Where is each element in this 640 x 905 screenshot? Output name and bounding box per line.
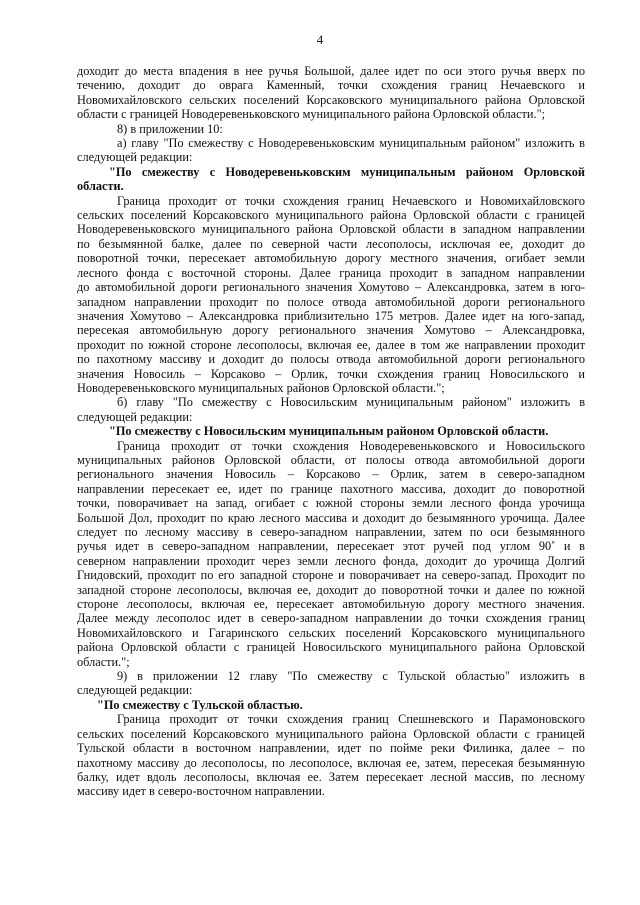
text-line: Новомихайловского и Гагаринского сельских поселений Корсаковского муниципального	[77, 625, 585, 640]
text-line: области.";	[77, 654, 130, 669]
text-line: значения Новосиль – Корсаково – Орлик, точки схождения границ Новосильского и	[77, 366, 585, 381]
text-line: 8) в приложении 10:	[117, 121, 223, 136]
text-line: пересекая автомобильную дорогу регионального значения Хомутово – Александровка,	[77, 323, 585, 338]
page-number: 4	[316, 32, 324, 47]
text-line: течению, доходит до оврага Каменный, точки схождения границ Нечаевского и	[77, 78, 585, 93]
text-line: сельских поселений Корсаковского муниципального района Орловской области с границей	[77, 726, 585, 741]
text-line: регионального значения Новосиль – Корсаково – Орлик, затем в северо-западном	[77, 467, 585, 482]
text-line: проходит по южной стороне лесополосы, включая ее, далее в том же направлении проходит	[77, 337, 585, 352]
text-line: Граница проходит от точки схождения границ Нечаевского и Новомихайловского	[117, 193, 585, 208]
text-line: значения Хомутово – Александровка приблизительно 175 метров. Далее идет на юго-запад,	[77, 308, 585, 323]
text-line: сельских поселений Корсаковского муниципального района Орловской области с границей	[77, 208, 585, 223]
text-line: стороне лесополосы, включая ее, пересекает автомобильную дорогу местного значения.	[77, 597, 585, 612]
section-heading-line: "По смежеству с Новодеревеньковским муниципальным районом Орловской	[109, 164, 585, 179]
text-line: Новодеревеньковского муниципальных районов Орловской области.";	[77, 380, 445, 395]
text-line: до автомобильной дороги регионального значения Хомутово – Александровка, затем в юго-	[77, 280, 585, 295]
text-line: по безымянной балке, далее по северной части лесополосы, исключая ее, доходит до	[77, 236, 585, 251]
text-line: пахотному массиву до лесополосы, по лесополосе, включая ее, затем, пересекая безымянную	[77, 755, 585, 770]
section-heading-line: "По смежеству с Новосильским муниципальным районом Орловской области.	[109, 424, 549, 439]
section-heading-line: области.	[77, 179, 124, 194]
text-line: а) главу "По смежеству с Новодеревеньковским муниципальным районом" изложить в	[117, 136, 585, 151]
text-line: Тульской области в восточном направлении, идет по пойме реки Филинка, далее – по	[77, 741, 585, 756]
text-line: по пахотному массиву и доходит до полосы отвода автомобильной дороги регионального	[77, 352, 585, 367]
document-body	[77, 64, 585, 799]
text-line: следующей редакции:	[77, 683, 193, 698]
text-line: муниципальных районов Орловской области, от полосы отвода автомобильной дороги	[77, 452, 585, 467]
text-line: 9) в приложении 12 главу "По смежеству с Тульской областью" изложить в	[117, 669, 585, 684]
text-line: б) главу "По смежеству с Новосильским муниципальным районом" изложить в	[117, 395, 585, 410]
text-line: области с границей Новодеревеньковского муниципального района Орловской области.";	[77, 107, 546, 122]
text-line: балку, идет вдоль лесополосы, включая ее. Затем пересекает лесной массив, по лесному	[77, 769, 585, 784]
text-line: Новодеревеньковского муниципального района Орловской области в западном направлении	[77, 222, 585, 237]
section-heading-line: "По смежеству с Тульской областью.	[97, 697, 303, 712]
text-line: западном направлении проходит по полосе отвода автомобильной дороги регионального	[77, 294, 585, 309]
text-line: следует по лесному массиву в северо-западном направлении, затем по оси безымянного	[77, 525, 585, 539]
text-line: точки, поворачивает на запад, огибает с южной стороны земли лесного фонда урочища	[77, 496, 585, 511]
text-line: следующей редакции:	[77, 409, 193, 424]
text-line: массиву идет в северо-восточном направлении.	[77, 784, 325, 799]
text-line: района Орловской области с границей Новосильского муниципального района Орловской	[77, 640, 585, 655]
text-line: поворотной точки, пересекает автомобильную дорогу местного значения, огибает земли	[77, 251, 585, 266]
text-line: доходит до места впадения в нее ручья Большой, далее идет по оси этого ручья вверх по	[77, 64, 585, 78]
text-line: ручья идет в северо-западном направлении, пересекает этот ручей под углом 90˚ и в	[77, 539, 585, 554]
text-line: направлении пересекает ее, идет по границе пахотного массива, доходит до поворотной	[77, 481, 585, 496]
text-line: западной стороне лесополосы, включая ее, доходит до поворотной точки и далее по южной	[77, 582, 585, 597]
text-line: Далее между лесополос идет в северо-западном направлении до точки схождения границ	[77, 611, 585, 626]
text-line: лесного фонда с восточной стороны. Далее граница проходит в западном направлении	[77, 265, 585, 280]
text-line: Гнидовский, проходит по его западной стороне и поворачивает на северо-запад. Проходит по	[77, 568, 585, 583]
text-line: Новомихайловского сельских поселений Корсаковского муниципального района Орловской	[77, 92, 585, 107]
text-line: Граница проходит от точки схождения Новодеревеньковского и Новосильского	[117, 438, 585, 453]
text-line: следующей редакции:	[77, 150, 193, 165]
text-line: северном направлении проходит через земли лесного фонда, доходит до урочища Долгий	[77, 553, 585, 568]
text-line: Большой Дол, проходит по краю лесного массива и доходит до безымянного урочища. Далее	[77, 510, 585, 525]
text-line: Граница проходит от точки схождения границ Спешневского и Парамоновского	[117, 712, 585, 727]
